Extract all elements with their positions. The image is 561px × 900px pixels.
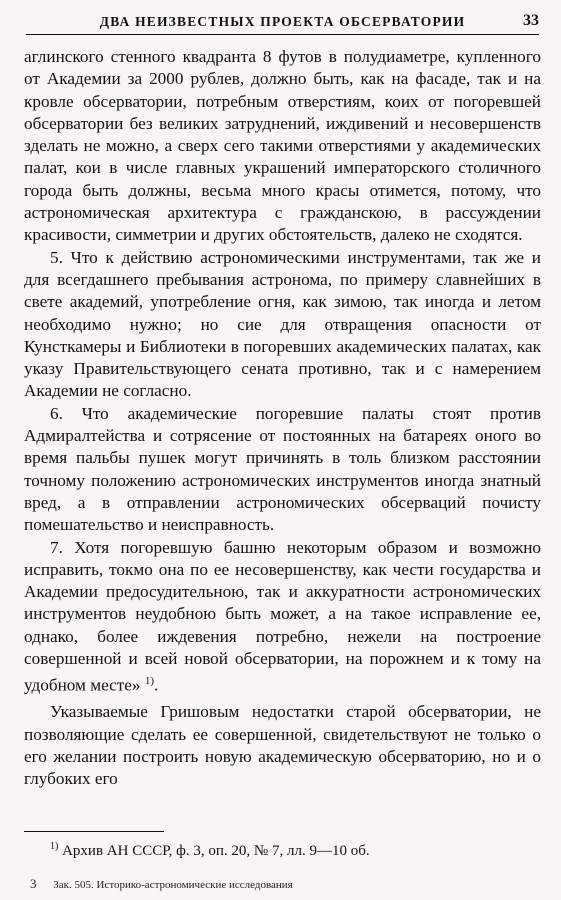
imprint-text: Зак. 505. Историко-астрономические исследования [53,879,293,891]
page-number: 33 [523,12,539,29]
paragraph-item-6: 6. Что академические погоревшие палаты стоят против Адмиралтейства и сотрясение от постоянных на батареях оного во время пальбы пушек могут причинять в толь близком расстоянии точному положению астрономических инструментов иногда знатный вред, а в отправлении астрономических обсерваций почисту помешательство и неисправность. [24,403,541,535]
body-text [24,46,541,791]
footnote-divider [24,831,164,832]
footnote-reference[interactable]: 1) [144,675,154,688]
paragraph-commentary: Указываемые Гришовым недостатки старой обсерватории, не позволяющие сделать ее совершенной, свидетельствуют не только о его желании построить новую академическую обсерваторию, но и о глубоких его [24,702,541,789]
paragraph-item-7: 7. Хотя погоревшую башню некоторым образом и возможно исправить, токмо она по ее несовершенству, как чести государства и Академии предосудительною, так и аккуратности астрономических инструментов неудобною быть может, а на такое исправление ее, однако, более иждевения потребно, нежели на построение совершенной и всей новой обсерватории, на порожнем и к тому на удобном месте» $^{1)}$. [24,537,541,696]
quote-text: 7. Хотя погоревшую башню некоторым образом и возможно исправить, токмо она по ее несовершенству, как чести государства и Академии предосудительною, так и аккуратности астрономических инструментов неудобною быть может, а на такое исправление ее, однако, более иждевения потребно, нежели на построение совершенной и всей новой обсерватории, на порожнем и к тому на удобном месте» [24,537,541,696]
paragraph-item-5: 5. Что к действию астрономическими инструментами, так же и для всегдашнего пребывания астронома, по примеру славнейших в свете академий, употребление огня, как зимою, так иногда и летом необходимо нужно; но сие для отвращения опасности от Кунсткамеры и Библиотеки в погоревших академических палатах, как указу Правительствующего сената противно, так и с намерением Академии не согласно. [24,247,541,401]
running-head [26,8,539,35]
running-head-title: ДВА НЕИЗВЕСТНЫХ ПРОЕКТА ОБСЕРВАТОРИИ [99,14,466,29]
footnote [50,843,370,860]
footnote-text: Архив АН СССР, ф. 3, оп. 20, № 7, лл. 9—10 об. [62,843,370,859]
footnote-marker: 1) [50,841,59,852]
paragraph-continued: аглинского стенного квадранта 8 футов в полудиаметре, купленного от Академии за 2000 рублев, должно быть, как на фасаде, так и на кровле обсерватории, потребным отверстиям, коих от погоревшей обсерватории без великих затруднений, иждивений и несовершенств зделать не можно, а сверх сего такими отверстиями у академических палат, кои в числе главных украшений императорского столичного города быть должны, весьма много красы отимется, потому, что астрономическая архитектура с гражданскою, в рассуждении красивости, симметрии и других обстоятельств, далеко не сходятся. [24,47,541,245]
printer-imprint [30,876,293,892]
signature-mark: 3 [30,876,37,891]
